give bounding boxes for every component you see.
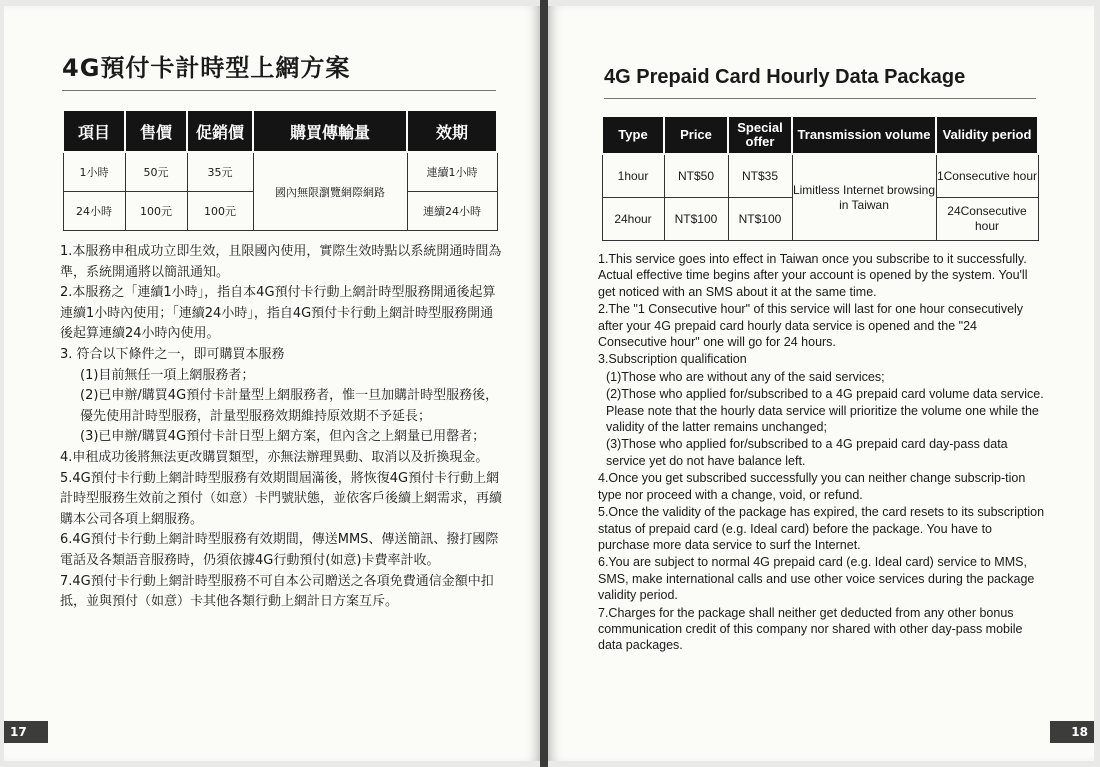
header-item: 項目 [63,110,125,152]
cell-special-offer: NT$35 [728,154,792,198]
cell-price: 100元 [125,192,187,231]
header-validity: 效期 [407,110,497,152]
page-title-zh: 4G預付卡計時型上網方案 [62,54,351,82]
page-number: 17 [4,721,48,743]
cell-special-offer: NT$100 [728,198,792,241]
note-item: 1.本服務申租成功立即生效，且限國內使用，實際生效時點以系統開通時間為準，系統開通將以簡訊通知。 [60,244,502,280]
note-item: 1.This service goes into effect in Taiwan once you subscribe to it successfully. Actual effective time begins after your account is opened by the system. You'll get noticed with an SMS about it at the same time. [598,252,1028,299]
cell-validity: 1Consecutive hour [936,154,1038,198]
cell-price: 50元 [125,152,187,192]
cell-promo: 100元 [187,192,253,231]
note-item: 7.4G預付卡行動上網計時型服務不可自本公司贈送之各項免費通信金額中扣抵，並與預付（如意）卡其他各類行動上網計日方案互斥。 [60,573,494,610]
title-rule [604,98,1036,99]
cell-price: NT$100 [664,198,728,241]
pricing-table-zh [62,109,498,231]
notes-list-en [598,251,1046,655]
title-rule [62,90,496,91]
cell-price: NT$50 [664,154,728,198]
notes-list-zh [60,242,506,613]
left-page [4,6,540,761]
cell-promo: 35元 [187,152,253,192]
note-item: 4.Once you get subscribed successfully you can neither change subscrip-tion type nor proceed with a change, void, or refund. [598,471,1026,502]
note-item: 2.The "1 Consecutive hour" of this service will last for one hour consecutively after your 4G prepaid card hourly data service is opened and the "24 Consecutive hour" one will go for 24 hours. [598,302,1024,350]
note-item: 5.Once the validity of the package has expired, the card resets to its subscription status of prepaid card (e.g. Ideal card) before the package. You have to purchase more data service to surf the Internet. [598,505,1045,552]
header-price: 售價 [125,110,187,152]
header-volume: 購買傳輸量 [253,110,407,152]
note-item: 6.You are subject to normal 4G prepaid card (e.g. Ideal card) service to MMS, SMS, make international calls and use other voice services during the package validity period. [598,555,1035,603]
cell-type: 24小時 [63,192,125,231]
cell-type: 24hour [602,198,664,241]
note-subitem: (3)Those who applied for/subscribed to a 4G prepaid card day-pass data service yet do not have balance left. [606,437,1008,468]
note-item: 3.Subscription qualification [598,352,747,367]
cell-type: 1hour [602,154,664,198]
cell-validity: 24Consecutive hour [936,198,1038,241]
cell-type: 1小時 [63,152,125,192]
header-validity-period: Validity period [936,116,1038,154]
note-item: 4.申租成功後將無法更改購買類型，亦無法辦理異動、取消以及折換現金。 [60,449,489,465]
note-subitem: (3)已申辦/購買4G預付卡計日型上網方案，但內含之上網量已用罄者； [80,429,486,445]
pricing-table-en [601,115,1039,241]
cell-validity: 連續1小時 [407,152,497,192]
header-transmission-volume: Transmission volume [792,116,936,154]
table-header-row [602,116,1038,154]
note-item: 7.Charges for the package shall neither get deducted from any other bonus communication credit of this company nor shared with other day-pass mobile data packages. [598,605,1023,653]
page-number: 18 [1050,721,1094,743]
table-row [63,152,497,192]
note-item: 2.本服務之「連續1小時」，指自本4G預付卡行動上網計時型服務開通後起算連續1小時內使用；「連續24小時」，指自4G預付卡行動上網計時型服務開通後起算連續24小時內使用。 [60,285,496,342]
note-item: 5.4G預付卡行動上網計時型服務有效期間屆滿後，將恢復4G預付卡行動上網計時型服務生效前之預付（如意）卡門號狀態，並依客戶後續上網需求，再續購本公司各項上網服務。 [60,470,503,527]
header-price: Price [664,116,728,154]
page-title-en: 4G Prepaid Card Hourly Data Package [604,66,966,88]
note-subitem: (1)目前無任一項上網服務者； [80,367,255,383]
note-subitem: (1)Those who are without any of the said services; [606,369,885,384]
note-subitem: (2)Those who applied for/subscribed to a 4G prepaid card volume data service. Please note that the hourly data service will prioritize the volume one while the validity of the latter remains unchanged; [606,387,1044,435]
cell-validity: 連續24小時 [407,192,497,231]
table-row [602,154,1038,198]
right-page [548,6,1094,761]
book-spine [540,0,548,767]
note-item: 3. 符合以下條件之一，即可購買本服務 [60,346,285,362]
cell-transmission-volume: Limitless Internet browsing in Taiwan [792,154,936,241]
header-type: Type [602,116,664,154]
table-header-row [63,110,497,152]
note-subitem: (2)已申辦/購買4G預付卡計量型上網服務者，惟一旦加購計時型服務後，優先使用計時型服務，計量型服務效期維持原效期不予延長； [80,388,499,424]
header-promo: 促銷價 [187,110,253,152]
header-special-offer: Special offer [728,116,792,154]
note-item: 6.4G預付卡行動上網計時型服務有效期間，傳送MMS、傳送簡訊、撥打國際電話及各類語音服務時，仍須依據4G行動預付(如意)卡費率計收。 [60,532,499,568]
cell-volume: 國內無限瀏覽網際網路 [253,152,407,231]
